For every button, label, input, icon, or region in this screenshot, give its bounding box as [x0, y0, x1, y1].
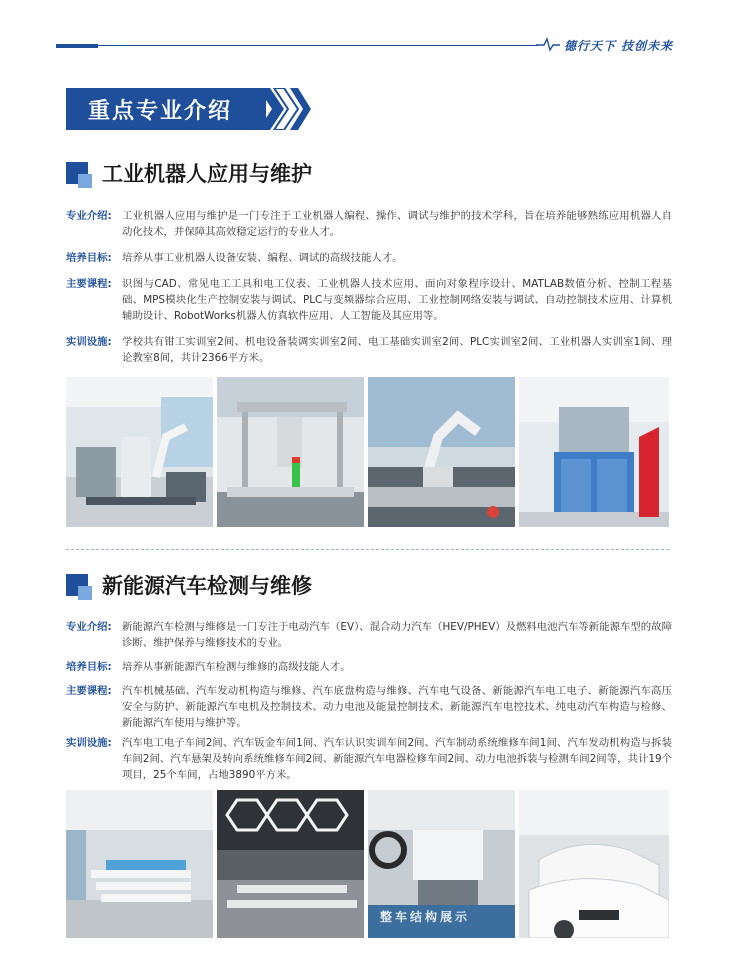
section-title-text: 新能源汽车检测与维修: [102, 574, 312, 598]
section-title-text: 工业机器人应用与维护: [102, 162, 312, 186]
auto-goal-row: [66, 659, 672, 675]
robot-intro-row: [66, 208, 672, 240]
robot-lab-photo-3: [368, 377, 515, 527]
header-motto: 德行天下 技创未来: [564, 39, 674, 53]
robot-lab-photo-4: [519, 377, 669, 527]
section-divider: [66, 549, 669, 550]
row-label: 培养目标:: [66, 661, 112, 673]
row-label: 培养目标:: [66, 252, 112, 264]
auto-intro-row: [66, 619, 672, 651]
row-text: 学校共有钳工实训室2间、机电设备装调实训室2间、电工基础实训室2间、PLC实训室2间、工业机器人实训室1间、理论教室8间，共计2366平方米。: [122, 336, 672, 364]
auto-lab-photo-1: [66, 790, 213, 938]
header-rule: [98, 45, 538, 46]
section-marker-icon: [66, 162, 88, 184]
row-text: 识图与CAD、常见电工工具和电工仪表、工业机器人技术应用、面向对象程序设计、MATLAB数值分析、控制工程基础、MPS模块化生产控制安装与调试、PLC与变频器综合应用、工业控制网络安装与调试、自动控制技术应用、计算机辅助设计、RobotWorks机器人仿真软件应用、人工智能及其应用等。: [122, 278, 672, 322]
row-label: 专业介绍:: [66, 621, 112, 633]
auto-lab-photo-4: [519, 790, 669, 938]
auto-lab-photo-3: [368, 790, 515, 938]
row-label: 主要课程:: [66, 685, 112, 697]
page-title: 重点专业介绍: [88, 99, 233, 124]
row-text: 培养从事工业机器人设备安装、编程、调试的高级技能人才。: [122, 252, 403, 264]
auto-facilities-row: [66, 735, 672, 783]
row-label: 主要课程:: [66, 278, 112, 290]
row-label: 专业介绍:: [66, 210, 112, 222]
robot-lab-photo-2: [217, 377, 364, 527]
row-text: 培养从事新能源汽车检测与维修的高级技能人才。: [122, 661, 351, 673]
auto-lab-photo-2: [217, 790, 364, 938]
row-label: 实训设施:: [66, 336, 112, 348]
row-text: 工业机器人应用与维护是一门专注于工业机器人编程、操作、调试与维护的技术学科，旨在培养能够熟练应用机器人自动化技术，并保障其高效稳定运行的专业人才。: [122, 210, 672, 238]
row-label: 实训设施:: [66, 737, 112, 749]
engine-display-sign: 整车结构展示: [380, 910, 471, 924]
banner-chevrons-icon: [258, 88, 312, 130]
row-text: 汽车机械基础、汽车发动机构造与维修、汽车底盘构造与维修、汽车电气设备、新能源汽车电工电子、新能源汽车高压安全与防护、新能源汽车电机及控制技术、动力电池及能量控制技术、新能源汽车电控技术、纯电动汽车构造与检修、新能源汽车使用与维护等。: [122, 685, 672, 729]
robot-facilities-row: [66, 334, 672, 366]
header-accent-bar: [56, 44, 98, 48]
robot-courses-row: [66, 276, 672, 324]
auto-courses-row: [66, 683, 672, 731]
section-marker-icon: [66, 574, 88, 596]
robot-lab-photo-1: [66, 377, 213, 527]
row-text: 新能源汽车检测与维修是一门专注于电动汽车（EV）、混合动力汽车（HEV/PHEV）及燃料电池汽车等新能源车型的故障诊断、维护保养与维修技术的专业。: [122, 621, 672, 649]
page-banner: [66, 88, 266, 130]
robot-goal-row: [66, 250, 672, 266]
header-zigzag-icon: [536, 36, 560, 52]
row-text: 汽车电工电子车间2间、汽车钣金车间1间、汽车认识实训车间2间、汽车制动系统维修车间1间、汽车发动机构造与拆装车间2间、汽车悬架及转向系统维修车间2间、新能源汽车电器检修车间2间、动力电池拆装与检测车间2间等，共计19个项目，25个车间，占地3890平方米。: [122, 737, 672, 781]
